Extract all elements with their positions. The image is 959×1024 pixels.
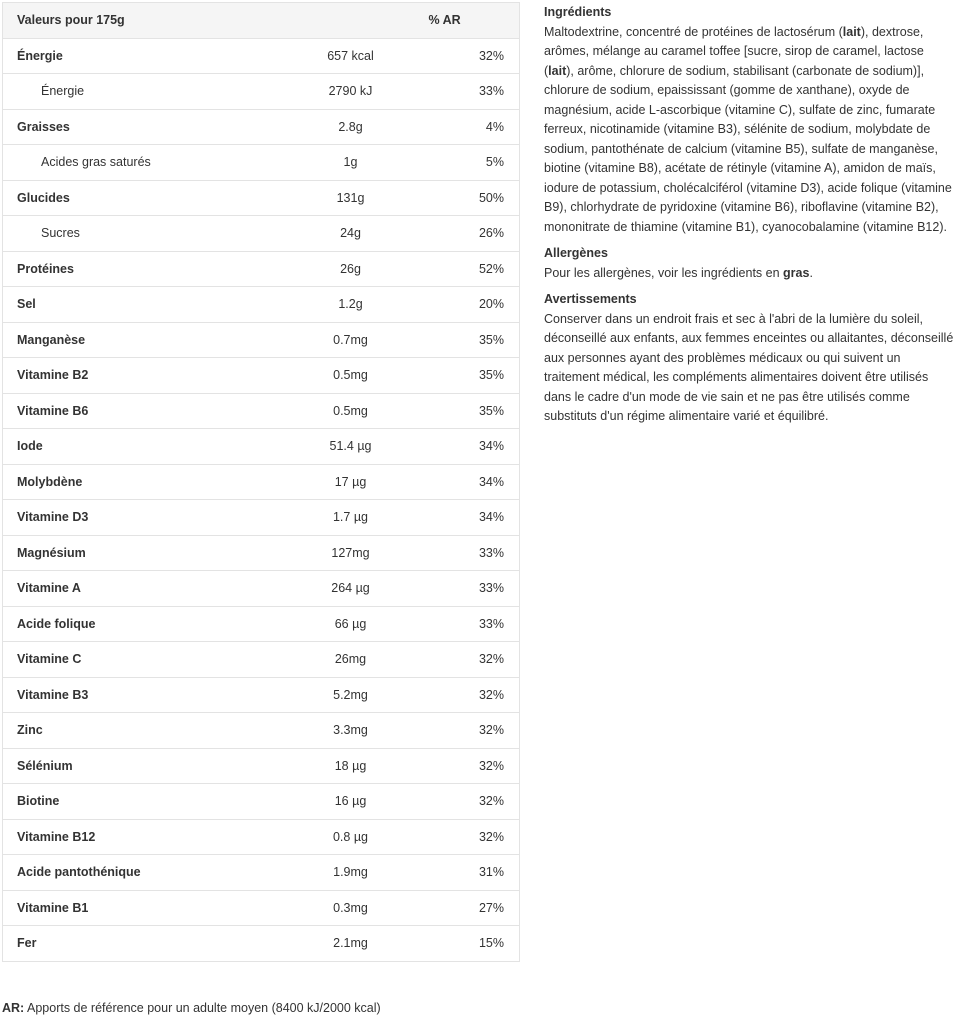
table-row	[3, 748, 520, 784]
nutrient-ar-percent: 31%	[429, 855, 520, 891]
nutrient-value: 18 µg	[273, 748, 429, 784]
nutrient-name: Biotine	[3, 784, 273, 820]
nutrient-name: Sucres	[3, 216, 273, 252]
nutrient-value: 1.2g	[273, 287, 429, 323]
nutrient-name: Graisses	[3, 109, 273, 145]
nutrient-name: Protéines	[3, 251, 273, 287]
nutrient-ar-percent: 33%	[429, 74, 520, 110]
table-row	[3, 464, 520, 500]
table-row	[3, 109, 520, 145]
table-body	[3, 38, 520, 961]
table-row	[3, 642, 520, 678]
nutrient-value: 51.4 µg	[273, 429, 429, 465]
text-segment: .	[809, 265, 813, 280]
nutrient-name: Vitamine B2	[3, 358, 273, 394]
table-row	[3, 500, 520, 536]
warnings-text: Conserver dans un endroit frais et sec à l'abri de la lumière du soleil, déconseillé aux enfants, aux femmes enceintes ou allaitantes, déconseillé aux personnes ayant des problèmes médicaux ou qui suivent un traitement médical, les compléments alimentaires doivent être utilisés dans le cadre d'un mode de vie sain et ne pas être utilisés comme substituts d'un régime alimentaire varié et équilibré.	[544, 311, 954, 423]
nutrient-ar-percent: 35%	[429, 393, 520, 429]
nutrient-name: Énergie	[3, 38, 273, 74]
header-serving-label: Valeurs pour 175g	[3, 3, 273, 39]
table-row	[3, 606, 520, 642]
nutrient-ar-percent: 34%	[429, 429, 520, 465]
product-info-panel	[544, 3, 954, 434]
nutrient-ar-percent: 32%	[429, 677, 520, 713]
table-row	[3, 74, 520, 110]
nutrient-name: Manganèse	[3, 322, 273, 358]
nutrient-value: 0.5mg	[273, 393, 429, 429]
nutrient-name: Glucides	[3, 180, 273, 216]
nutrient-ar-percent: 32%	[429, 642, 520, 678]
footnote-text: Apports de référence pour un adulte moyen (8400 kJ/2000 kcal)	[24, 1001, 381, 1015]
nutrient-ar-percent: 4%	[429, 109, 520, 145]
nutrient-ar-percent: 32%	[429, 819, 520, 855]
nutrient-ar-percent: 32%	[429, 713, 520, 749]
footnote-label: AR:	[2, 1001, 25, 1015]
table-row	[3, 38, 520, 74]
nutrient-value: 24g	[273, 216, 429, 252]
nutrient-ar-percent: 35%	[429, 322, 520, 358]
nutrient-ar-percent: 34%	[429, 464, 520, 500]
nutrient-ar-percent: 50%	[429, 180, 520, 216]
nutrient-name: Vitamine B6	[3, 393, 273, 429]
ingredients-section	[544, 3, 954, 237]
table-row	[3, 855, 520, 891]
nutrient-value: 2790 kJ	[273, 74, 429, 110]
table-header-row	[3, 3, 520, 39]
nutrient-value: 2.8g	[273, 109, 429, 145]
table-row	[3, 358, 520, 394]
table-row	[3, 713, 520, 749]
table-row	[3, 677, 520, 713]
nutrient-name: Iode	[3, 429, 273, 465]
table-row	[3, 535, 520, 571]
nutrient-value: 127mg	[273, 535, 429, 571]
table-row	[3, 287, 520, 323]
nutrient-name: Sel	[3, 287, 273, 323]
allergen-highlight: lait	[842, 24, 861, 39]
nutrient-ar-percent: 26%	[429, 216, 520, 252]
table-row	[3, 890, 520, 926]
nutrient-value: 66 µg	[273, 606, 429, 642]
nutrient-value: 1g	[273, 145, 429, 181]
nutrient-value: 3.3mg	[273, 713, 429, 749]
nutrient-name: Zinc	[3, 713, 273, 749]
nutrient-ar-percent: 32%	[429, 784, 520, 820]
nutrient-value: 657 kcal	[273, 38, 429, 74]
nutrient-name: Vitamine C	[3, 642, 273, 678]
nutrient-ar-percent: 33%	[429, 571, 520, 607]
table-row	[3, 251, 520, 287]
nutrient-value: 5.2mg	[273, 677, 429, 713]
warnings-section	[544, 290, 954, 427]
nutrient-value: 131g	[273, 180, 429, 216]
nutrition-table	[2, 2, 520, 962]
text-segment: ), dextrose, arômes, mélange au caramel toffee [sucre, sirop de caramel, lactose (	[544, 24, 924, 78]
nutrient-name: Vitamine B3	[3, 677, 273, 713]
nutrient-ar-percent: 34%	[429, 500, 520, 536]
warnings-title: Avertissements	[544, 292, 637, 306]
nutrient-value: 1.7 µg	[273, 500, 429, 536]
table-row	[3, 180, 520, 216]
nutrient-value: 0.5mg	[273, 358, 429, 394]
nutrient-name: Vitamine B12	[3, 819, 273, 855]
nutrient-value: 17 µg	[273, 464, 429, 500]
nutrient-name: Acides gras saturés	[3, 145, 273, 181]
allergens-title: Allergènes	[544, 246, 608, 260]
nutrient-value: 264 µg	[273, 571, 429, 607]
footnote	[2, 1001, 381, 1015]
nutrient-ar-percent: 20%	[429, 287, 520, 323]
nutrient-ar-percent: 15%	[429, 926, 520, 962]
nutrient-ar-percent: 35%	[429, 358, 520, 394]
table-row	[3, 322, 520, 358]
text-segment: Pour les allergènes, voir les ingrédients en	[544, 265, 784, 280]
table-row	[3, 145, 520, 181]
nutrient-ar-percent: 27%	[429, 890, 520, 926]
ingredients-text	[544, 23, 954, 238]
text-segment: Maltodextrine, concentré de protéines de lactosérum (	[544, 24, 843, 39]
nutrient-name: Sélénium	[3, 748, 273, 784]
nutrient-name: Acide folique	[3, 606, 273, 642]
nutrient-name: Vitamine B1	[3, 890, 273, 926]
nutrient-name: Magnésium	[3, 535, 273, 571]
nutrient-value: 26g	[273, 251, 429, 287]
allergen-highlight: gras	[783, 265, 810, 280]
nutrient-value: 26mg	[273, 642, 429, 678]
nutrient-name: Molybdène	[3, 464, 273, 500]
nutrient-value: 16 µg	[273, 784, 429, 820]
nutrient-value: 0.7mg	[273, 322, 429, 358]
nutrient-ar-percent: 32%	[429, 748, 520, 784]
nutrient-ar-percent: 52%	[429, 251, 520, 287]
nutrient-name: Énergie	[3, 74, 273, 110]
ingredients-title: Ingrédients	[544, 5, 612, 19]
allergen-highlight: lait	[548, 63, 567, 78]
table-row	[3, 216, 520, 252]
text-segment: ), arôme, chlorure de sodium, stabilisant (carbonate de sodium)], chlorure de sodium, epaississant (gomme de xanthane), oxyde de magnésium, acide L-ascorbique (vitamine C), sulfate de zinc, fumarate ferreux, nicotinamide (vitamine B3), sélénite de sodium, molybdate de sodium, pantothénate de calcium (vitamine B5), sulfate de manganèse, biotine (vitamine B8), acétate de rétinyle (vitamine A), amidon de maïs, iodure de potassium, cholécalciférol (vitamine D3), acide folique (vitamine B9), chlorhydrate de pyridoxine (vitamine B6), riboflavine (vitamine B2), mononitrate de thiamine (vitamine B1), cyanocobalamine (vitamine B12).	[544, 63, 952, 234]
nutrient-value: 0.3mg	[273, 890, 429, 926]
nutrient-ar-percent: 33%	[429, 535, 520, 571]
header-ar-label: % AR	[429, 3, 520, 39]
nutrient-value: 0.8 µg	[273, 819, 429, 855]
table-row	[3, 429, 520, 465]
nutrient-name: Acide pantothénique	[3, 855, 273, 891]
nutrient-ar-percent: 32%	[429, 38, 520, 74]
nutrient-value: 1.9mg	[273, 855, 429, 891]
nutrient-ar-percent: 33%	[429, 606, 520, 642]
table-row	[3, 819, 520, 855]
nutrient-name: Vitamine D3	[3, 500, 273, 536]
allergens-section	[544, 244, 954, 283]
table-row	[3, 784, 520, 820]
nutrient-ar-percent: 5%	[429, 145, 520, 181]
nutrient-value: 2.1mg	[273, 926, 429, 962]
nutrient-name: Fer	[3, 926, 273, 962]
header-value-label	[273, 3, 429, 39]
table-row	[3, 571, 520, 607]
nutrient-name: Vitamine A	[3, 571, 273, 607]
allergens-text	[544, 264, 954, 284]
table-row	[3, 393, 520, 429]
table-row	[3, 926, 520, 962]
